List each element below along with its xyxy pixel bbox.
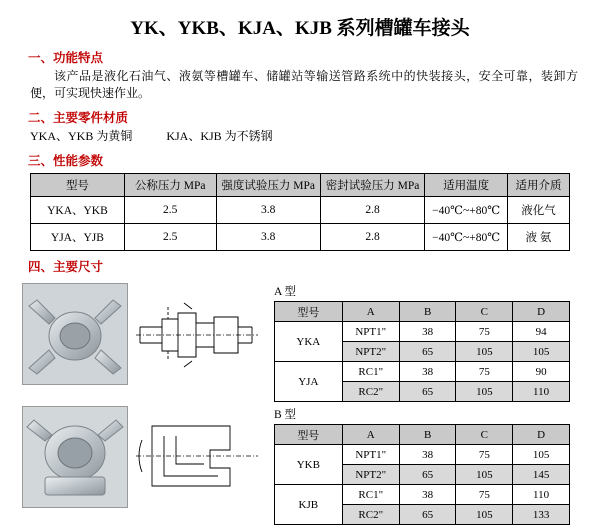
dim-b-cell: RC2" (342, 505, 399, 525)
dim-a-cell: 65 (399, 382, 456, 402)
section-heading-dimensions: 四、主要尺寸 (28, 260, 104, 274)
dimension-table-b (274, 424, 570, 525)
dim-a-header-cell: A (342, 302, 399, 322)
table-row (275, 322, 570, 342)
dim-a-cell: RC2" (342, 382, 399, 402)
dim-b-header-cell: B (399, 425, 456, 445)
dim-b-cell: 75 (456, 445, 513, 465)
dim-a-cell: 38 (399, 322, 456, 342)
dim-b-cell: 110 (513, 485, 570, 505)
dim-a-cell: 105 (456, 342, 513, 362)
section-heading-materials: 二、主要零件材质 (28, 111, 129, 125)
performance-table-wrap (30, 173, 570, 251)
product-photo-a (22, 283, 128, 385)
materials-paragraph (30, 128, 578, 145)
dim-b-cell: 65 (399, 505, 456, 525)
dim-b-model: YKB (275, 445, 343, 485)
dim-b-header-cell: C (456, 425, 513, 445)
table-row (275, 445, 570, 465)
dimensions-area (0, 283, 600, 525)
perf-cell: −40℃~+80℃ (425, 224, 508, 251)
perf-header-cell: 密封试验压力 MPa (320, 174, 424, 197)
dim-b-cell: 133 (513, 505, 570, 525)
dimension-table-b-wrap (274, 406, 600, 525)
table-header-row (275, 302, 570, 322)
performance-table (30, 173, 570, 251)
dim-a-header-cell: B (399, 302, 456, 322)
perf-cell: 3.8 (216, 197, 320, 224)
perf-header-cell: 型号 (31, 174, 125, 197)
dim-a-cell: NPT2" (342, 342, 399, 362)
materials-stainless: KJA、KJB 为不锈钢 (166, 129, 273, 143)
table-row (31, 224, 570, 251)
dim-b-cell: 105 (456, 465, 513, 485)
perf-cell: 2.8 (320, 197, 424, 224)
table-row (275, 362, 570, 382)
type-label-a: A 型 (274, 286, 297, 298)
dim-a-cell: 94 (513, 322, 570, 342)
dim-a-cell: 65 (399, 342, 456, 362)
dim-a-cell: NPT1" (342, 322, 399, 342)
perf-cell: 2.5 (124, 197, 216, 224)
table-row (31, 197, 570, 224)
perf-header-cell: 强度试验压力 MPa (216, 174, 320, 197)
type-label-b: B 型 (274, 409, 297, 421)
table-row (275, 485, 570, 505)
dim-a-cell: 110 (513, 382, 570, 402)
dimension-table-a (274, 301, 570, 402)
perf-cell: 2.8 (320, 224, 424, 251)
dim-b-cell: NPT2" (342, 465, 399, 485)
dim-b-cell: 105 (456, 505, 513, 525)
dim-a-model: YKA (275, 322, 343, 362)
dim-b-header-cell: D (513, 425, 570, 445)
materials-brass: YKA、YKB 为黄铜 (30, 129, 133, 143)
dim-a-cell: 90 (513, 362, 570, 382)
technical-drawing-a (134, 283, 260, 383)
dim-a-header-cell: C (456, 302, 513, 322)
features-paragraph: 该产品是液化石油气、液氨等槽罐车、储罐站等输送管路系统中的快装接头，安全可靠，装卸方便，可实现快速作业。 (30, 69, 578, 100)
dim-b-cell: 145 (513, 465, 570, 485)
dimension-table-a-wrap (274, 283, 600, 402)
perf-header-cell: 适用介质 (507, 174, 569, 197)
dim-a-header-cell: 型号 (275, 302, 343, 322)
dim-a-model: YJA (275, 362, 343, 402)
perf-cell: −40℃~+80℃ (425, 197, 508, 224)
dim-b-cell: 38 (399, 485, 456, 505)
dimension-row-a (22, 283, 600, 402)
dim-a-cell: 38 (399, 362, 456, 382)
perf-cell: 液化气 (507, 197, 569, 224)
dim-b-cell: 105 (513, 445, 570, 465)
perf-header-cell: 公称压力 MPa (124, 174, 216, 197)
dim-a-cell: 75 (456, 362, 513, 382)
perf-cell: YKA、YKB (31, 197, 125, 224)
table-header-row (275, 425, 570, 445)
page-title: YK、YKB、KJA、KJB 系列槽罐车接头 (130, 18, 470, 39)
product-photo-b (22, 406, 128, 508)
dim-a-cell: 105 (513, 342, 570, 362)
dim-b-cell: NPT1" (342, 445, 399, 465)
perf-cell: 2.5 (124, 224, 216, 251)
section-heading-features: 一、功能特点 (28, 51, 104, 65)
perf-cell: YJA、YJB (31, 224, 125, 251)
dim-b-cell: 38 (399, 445, 456, 465)
dim-b-header-cell: A (342, 425, 399, 445)
table-header-row (31, 174, 570, 197)
dim-b-model: KJB (275, 485, 343, 525)
perf-cell: 液 氨 (507, 224, 569, 251)
dim-a-cell: 75 (456, 322, 513, 342)
section-heading-performance: 三、性能参数 (28, 154, 104, 168)
perf-header-cell: 适用温度 (425, 174, 508, 197)
technical-drawing-b (134, 406, 260, 506)
dim-a-header-cell: D (513, 302, 570, 322)
dim-b-cell: RC1" (342, 485, 399, 505)
dim-b-cell: 75 (456, 485, 513, 505)
perf-cell: 3.8 (216, 224, 320, 251)
dim-a-cell: 105 (456, 382, 513, 402)
dim-b-cell: 65 (399, 465, 456, 485)
dim-a-cell: RC1" (342, 362, 399, 382)
dim-b-header-cell: 型号 (275, 425, 343, 445)
dimension-row-b (22, 406, 600, 525)
